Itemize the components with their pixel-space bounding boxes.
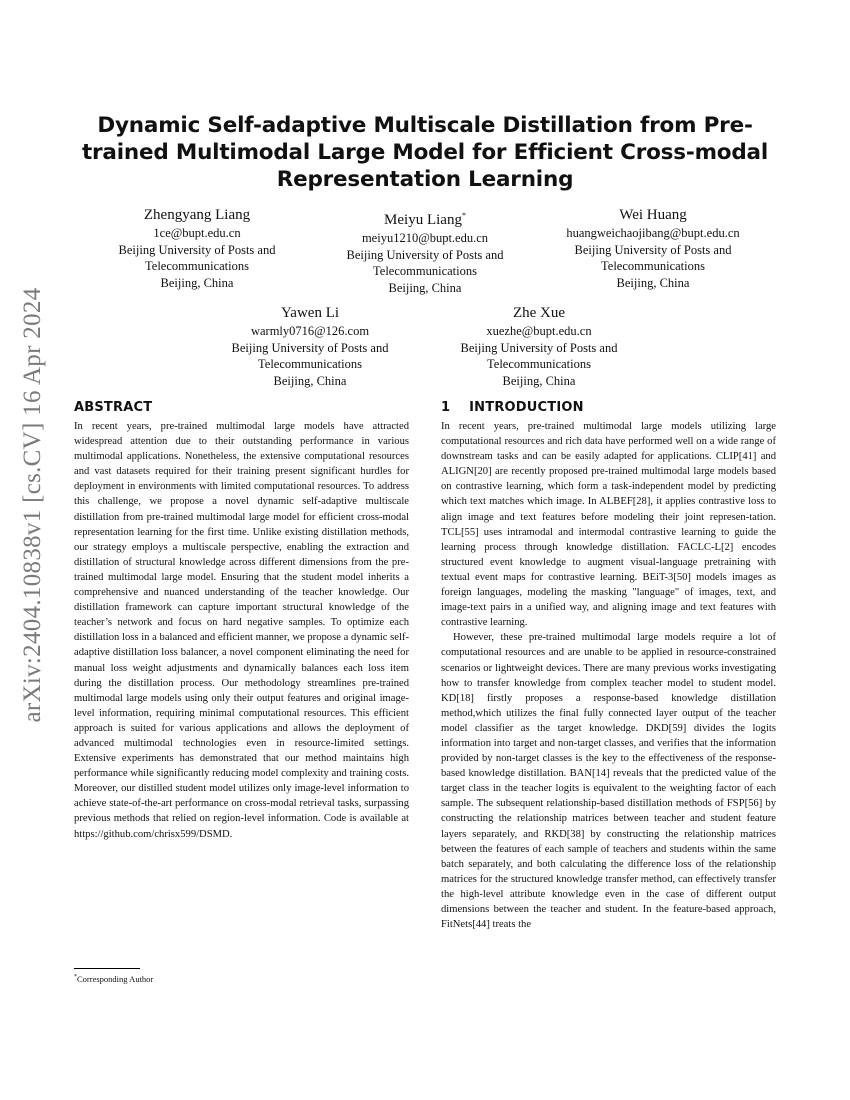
author-affiliation: Beijing University of Posts and [231, 340, 389, 355]
author-affiliation: Beijing University of Posts and [346, 247, 504, 262]
author-email: 1ce@bupt.edu.cn [153, 226, 241, 240]
author-email: huangweichaojibang@bupt.edu.cn [566, 226, 740, 240]
author-location: Beijing, China [502, 373, 576, 388]
abstract-body [74, 419, 409, 842]
introduction-body [441, 419, 776, 932]
author-block [305, 206, 545, 296]
author-email: meiyu1210@bupt.edu.cn [361, 231, 489, 245]
abstract-text: In recent years, pre-trained multimodal large models have attracted widespread attention due to their outstanding performance in various multimodal applications. Nonetheless, the extensive computational resources and vast datasets required for their training present significant hurdles for deployment in environments with limited computational resources. To address this challenge, we propose a novel dynamic self-adaptive multiscale distillation from pre-trained multimodal large model for efficient cross-modal representation learning for the first time. Unlike existing distillation methods, our strategy employs a multiscale perspective, enabling the extraction and distillation of structural knowledge across different dimensions from the pre-trained multimodal large model. Ensuring that the student model inherits a comprehensive and nuanced understanding of the teacher knowledge. Our distillation framework can capture important structural knowledge of the teacher’s network and focus on hard negative samples. To optimize each distillation loss in a balanced and efficient manner, we propose a dynamic self-adaptive distillation loss balancer, a novel component eliminating the need for manual loss weight adjustments and dynamically balances each loss item during the distillation process. Our methodology streamlines pre-trained multimodal large models using only their output features and original image-level information, requiring minimal computational resources. This efficient approach is suited for various applications and allows the deployment of advanced multimodal technologies even in resource-limited settings. Extensive experiments has demonstrated that our method maintains high performance while significantly reducing model complexity and training costs. Moreover, our distilled student model utilizes only image-level information to achieve state-of-the-art performance on cross-modal retrieval tasks, surpassing previous methods that relied on region-level information. Code is available at https://github.com/chrisx599/DSMD. [74, 421, 409, 840]
paper-title: Dynamic Self-adaptive Multiscale Distillation from Pre-trained Multimodal Large Model for Efficient Cross-modal Representation Learning [81, 113, 769, 192]
author-email: warmly0716@126.com [250, 324, 370, 338]
author-name [305, 206, 545, 230]
intro-paragraph: However, these pre-trained multimodal large models require a lot of computational resources and are unable to be applied in resource-constrained scenarios or lightweight devices. There are many previous works investigating how to transfer knowledge from complex teacher model to student model. KD[18] firstly proposes a response-based knowledge distillation method,which utilizes the final fully connected layer output of the teacher model classifier as the target knowledge. DKD[59] divides the logits information into target and non-target classes, and verifies that the information provided by non-target classes is the key to the effectiveness of the response-based knowledge distillation. BAN[14] reveals that the predicted value of the target class in the teacher logits is equivalent to the weighting factor of each sample. The subsequent relationship-based distillation methods of FSP[56] by constructing the relationship matrices between teacher and student feature layers separately, and RKD[38] by constructing the relationship matrices between the features of each sample of teachers and students within the same batch separately, and both calculating the difference loss of the relationship matrices for the structured knowledge transfer method, can effectively transfer the high-level attribute knowledge even in the case of different output dimensions between the teacher and student. In the feature-based approach, FitNets[44] treats the [441, 632, 776, 931]
author-location: Beijing, China [616, 275, 690, 290]
author-block [77, 206, 317, 291]
footnote-text: Corresponding Author [77, 974, 154, 984]
author-block [419, 304, 659, 389]
author-block [533, 206, 773, 291]
author-name: Yawen Li [280, 305, 340, 321]
author-name-text: Meiyu Liang [384, 212, 462, 228]
corresponding-mark: * [461, 211, 466, 220]
author-affiliation: Beijing University of Posts and [460, 340, 618, 355]
author-affiliation: Telecommunications [145, 259, 249, 273]
footnote-mark: * [74, 974, 77, 981]
arxiv-stamp [8, 287, 58, 723]
author-name: Wei Huang [619, 207, 687, 223]
author-location: Beijing, China [160, 275, 234, 290]
abstract-heading: ABSTRACT [74, 400, 153, 415]
author-name: Zhe Xue [512, 305, 566, 321]
author-affiliation: Beijing University of Posts and [574, 242, 732, 257]
intro-paragraph: In recent years, pre-trained multimodal large models utilizing large computational resources and rich data have performed well on a wide range of downstream tasks and can be easily adapted for applications. CLIP[41] and ALIGN[20] are recently proposed pre-trained multimodal large models based on contrastive learning, which form a task-independent model by predicting which text matches which image. In ALBEF[28], it applies contrastive loss to align image and text features before modeling their joint represen-tation. TCL[55] uses intramodal and intermodal contrastive learning to guide the learning process through knowledge distillation. FACLC-L[2] encodes structured event knowledge to augment visual-language pretraining with textual event maps for contrastive learning. BEiT-3[50] models images as foreign languages, modeling the masking "language" of images, text, and image-text pairs in a unified way, and aligning image and text features with contrastive learning. [441, 421, 776, 629]
author-affiliation: Telecommunications [373, 264, 477, 278]
author-location: Beijing, China [273, 373, 347, 388]
author-name: Zhengyang Liang [143, 207, 251, 223]
author-block [190, 304, 430, 389]
author-affiliation: Telecommunications [601, 259, 705, 273]
author-affiliation: Telecommunications [258, 357, 362, 371]
author-email: xuezhe@bupt.edu.cn [486, 324, 592, 338]
arxiv-identifier: arXiv:2404.10838v1 [cs.CV] 16 Apr 2024 [19, 287, 46, 723]
author-affiliation: Beijing University of Posts and [118, 242, 276, 257]
footnote [74, 974, 153, 984]
introduction-heading: 1 INTRODUCTION [441, 400, 584, 415]
author-location: Beijing, China [388, 280, 462, 295]
author-affiliation: Telecommunications [487, 357, 591, 371]
footnote-rule [74, 968, 140, 969]
